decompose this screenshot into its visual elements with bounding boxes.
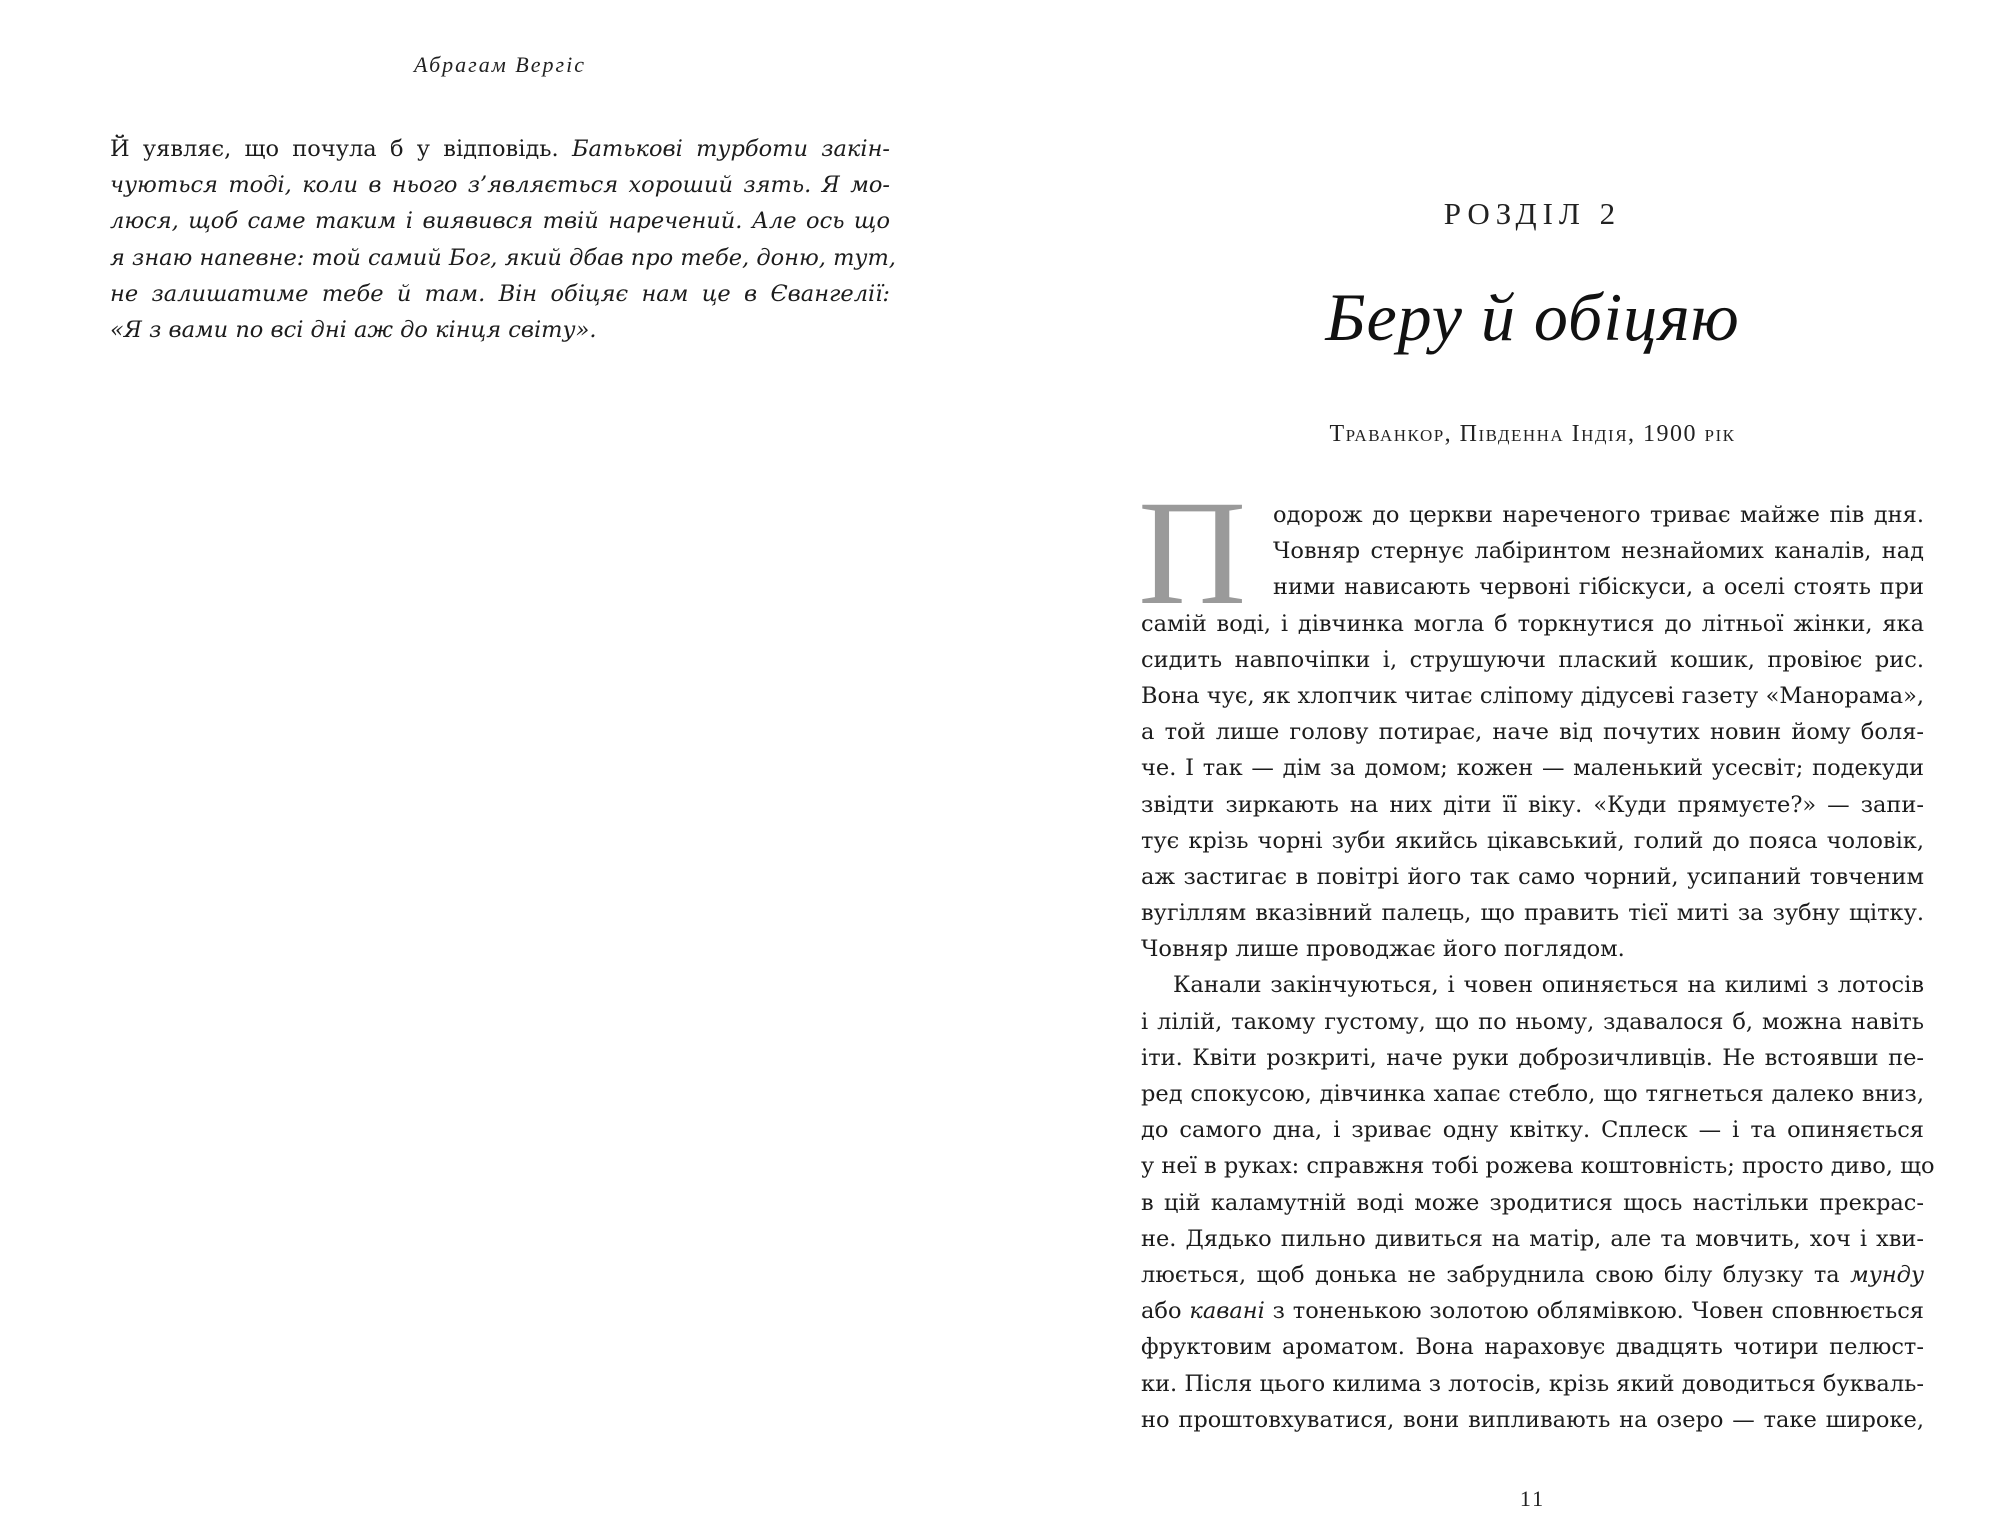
text-line bbox=[1141, 1257, 1924, 1293]
text-segment: в цій каламутній воді може зродитися щось настільки прекрас- bbox=[1141, 1189, 1924, 1216]
chapter-place-date: Траванкор, Південна Індія, 1900 рік bbox=[1329, 421, 1736, 447]
text-segment: Човняр лише проводжає його поглядом. bbox=[1141, 936, 1625, 963]
text-segment: ки. Після цього килима з лотосів, крізь який доводиться букваль- bbox=[1141, 1370, 1924, 1397]
text-line bbox=[1141, 642, 1924, 678]
text-line bbox=[110, 131, 890, 167]
text-segment: ред спокусою, дівчинка хапає стебло, що тягнеться далеко вниз, bbox=[1141, 1081, 1924, 1107]
text-segment: не. Дядько пильно дивиться на матір, але та мовчить, хоч і хви- bbox=[1141, 1225, 1924, 1252]
left-page-text bbox=[110, 131, 896, 348]
text-segment: сидить навпочіпки і, струшуючи плаский кошик, провіює рис. bbox=[1141, 646, 1924, 673]
text-line bbox=[1141, 1076, 1924, 1112]
drop-cap: П bbox=[1138, 470, 1247, 636]
text-segment: но проштовхуватися, вони випливають на озеро — таке широке, bbox=[1141, 1406, 1924, 1433]
text-segment: аж застигає в повітрі його так само чорний, усипаний товченим bbox=[1141, 863, 1924, 890]
right-page bbox=[1000, 0, 2000, 1530]
text-segment: Вона чує, як хлопчик читає сліпому дідусеві газету «Манорама», bbox=[1141, 682, 1924, 709]
text-segment: самій воді, і дівчинка могла б торкнутися до літньої жінки, яка bbox=[1141, 610, 1924, 637]
chapter-label: РОЗДІЛ 2 bbox=[1443, 196, 1622, 231]
text-line bbox=[110, 203, 890, 239]
italic-text-segment: кавані bbox=[1189, 1298, 1265, 1325]
text-line bbox=[1141, 1185, 1924, 1221]
text-line bbox=[1141, 497, 1924, 533]
running-head-author: Абрагам Вергіс bbox=[414, 52, 586, 77]
text-segment: вугіллям вказівний палець, що править тієї миті за зубну щітку. bbox=[1141, 900, 1924, 927]
chapter-title: Беру й обіцяю bbox=[1325, 279, 1740, 355]
text-line bbox=[110, 276, 890, 312]
text-line bbox=[1141, 931, 1924, 967]
text-line bbox=[1141, 1112, 1924, 1148]
text-line bbox=[1141, 859, 1924, 895]
text-line bbox=[1141, 1148, 1935, 1184]
text-segment: Канали закінчуються, і човен опиняється на килимі з лотосів bbox=[1173, 972, 1924, 999]
text-segment: з тоненькою золотою облямівкою. Човен сповнюється bbox=[1264, 1298, 1924, 1325]
italic-text-segment: люся, щоб саме таким і виявився твій наречений. Але ось що bbox=[110, 208, 890, 235]
text-segment: або bbox=[1141, 1298, 1190, 1325]
text-line bbox=[1141, 1221, 1924, 1257]
text-line bbox=[1141, 533, 1924, 569]
text-segment: Й уявляє, що почула б у відповідь. bbox=[110, 136, 572, 162]
text-segment: у неї в руках: справжня тобі рожева коштовність; просто диво, що bbox=[1141, 1153, 1935, 1180]
text-segment: одорож до церкви нареченого триває майже пів дня. bbox=[1273, 502, 1924, 528]
italic-text-segment: не залишатиме тебе й там. Він обіцяє нам це в Євангелії: bbox=[110, 280, 890, 307]
text-segment: тує крізь чорні зуби якийсь цікавський, голий до пояса чоловік, bbox=[1141, 827, 1924, 854]
text-line bbox=[1141, 1293, 1924, 1329]
italic-text-segment: чуються тоді, коли в нього з’являється хороший зять. Я мо- bbox=[110, 172, 890, 199]
text-line bbox=[1141, 750, 1924, 786]
italic-text-segment: мунду bbox=[1850, 1261, 1924, 1288]
text-segment: люється, щоб донька не забруднила свою білу блузку та bbox=[1141, 1261, 1851, 1288]
text-segment: іти. Квіти розкриті, наче руки доброзичливців. Не встоявши пе- bbox=[1141, 1044, 1924, 1071]
text-segment: звідти зиркають на них діти її віку. «Куди прямуєте?» — запи- bbox=[1141, 791, 1924, 818]
text-segment: фруктовим ароматом. Вона нараховує двадцять чотири пелюст- bbox=[1141, 1334, 1924, 1361]
text-segment: Човняр стернує лабіринтом незнайомих каналів, над bbox=[1273, 538, 1924, 565]
text-line bbox=[110, 240, 896, 276]
text-segment: а той лише голову потирає, наче від почутих новин йому боля- bbox=[1141, 719, 1924, 746]
text-line bbox=[1141, 1329, 1924, 1365]
text-line bbox=[1141, 678, 1924, 714]
text-line bbox=[1141, 1004, 1924, 1040]
italic-text-segment: «Я з вами по всі дні аж до кінця світу». bbox=[110, 316, 597, 343]
text-segment: че. І так — дім за домом; кожен — маленький усесвіт; подекуди bbox=[1141, 755, 1924, 782]
text-line bbox=[1141, 787, 1924, 823]
text-line bbox=[1141, 1040, 1924, 1076]
text-line bbox=[1141, 895, 1924, 931]
italic-text-segment: Батькові турботи закін- bbox=[571, 136, 890, 162]
text-line bbox=[1141, 569, 1924, 605]
text-line bbox=[1141, 823, 1924, 859]
text-line bbox=[1141, 1402, 1924, 1438]
italic-text-segment: я знаю напевне: той самий Бог, який дбав про тебе, доню, тут, bbox=[110, 244, 896, 271]
text-segment: і лілій, такому густому, що по ньому, здавалося б, можна навіть bbox=[1141, 1008, 1924, 1035]
text-segment: до самого дна, і зриває одну квітку. Сплеск — і та опиняється bbox=[1141, 1117, 1924, 1144]
text-line bbox=[110, 312, 890, 348]
text-line bbox=[1141, 1366, 1924, 1402]
text-line bbox=[1141, 606, 1924, 642]
right-page-text bbox=[1141, 497, 1935, 1438]
text-line bbox=[1141, 714, 1924, 750]
text-line bbox=[110, 167, 890, 203]
page-number: 11 bbox=[1519, 1486, 1546, 1511]
text-line bbox=[1141, 967, 1924, 1003]
text-segment: ними нависають червоні гібіскуси, а оселі стоять при bbox=[1273, 574, 1924, 601]
